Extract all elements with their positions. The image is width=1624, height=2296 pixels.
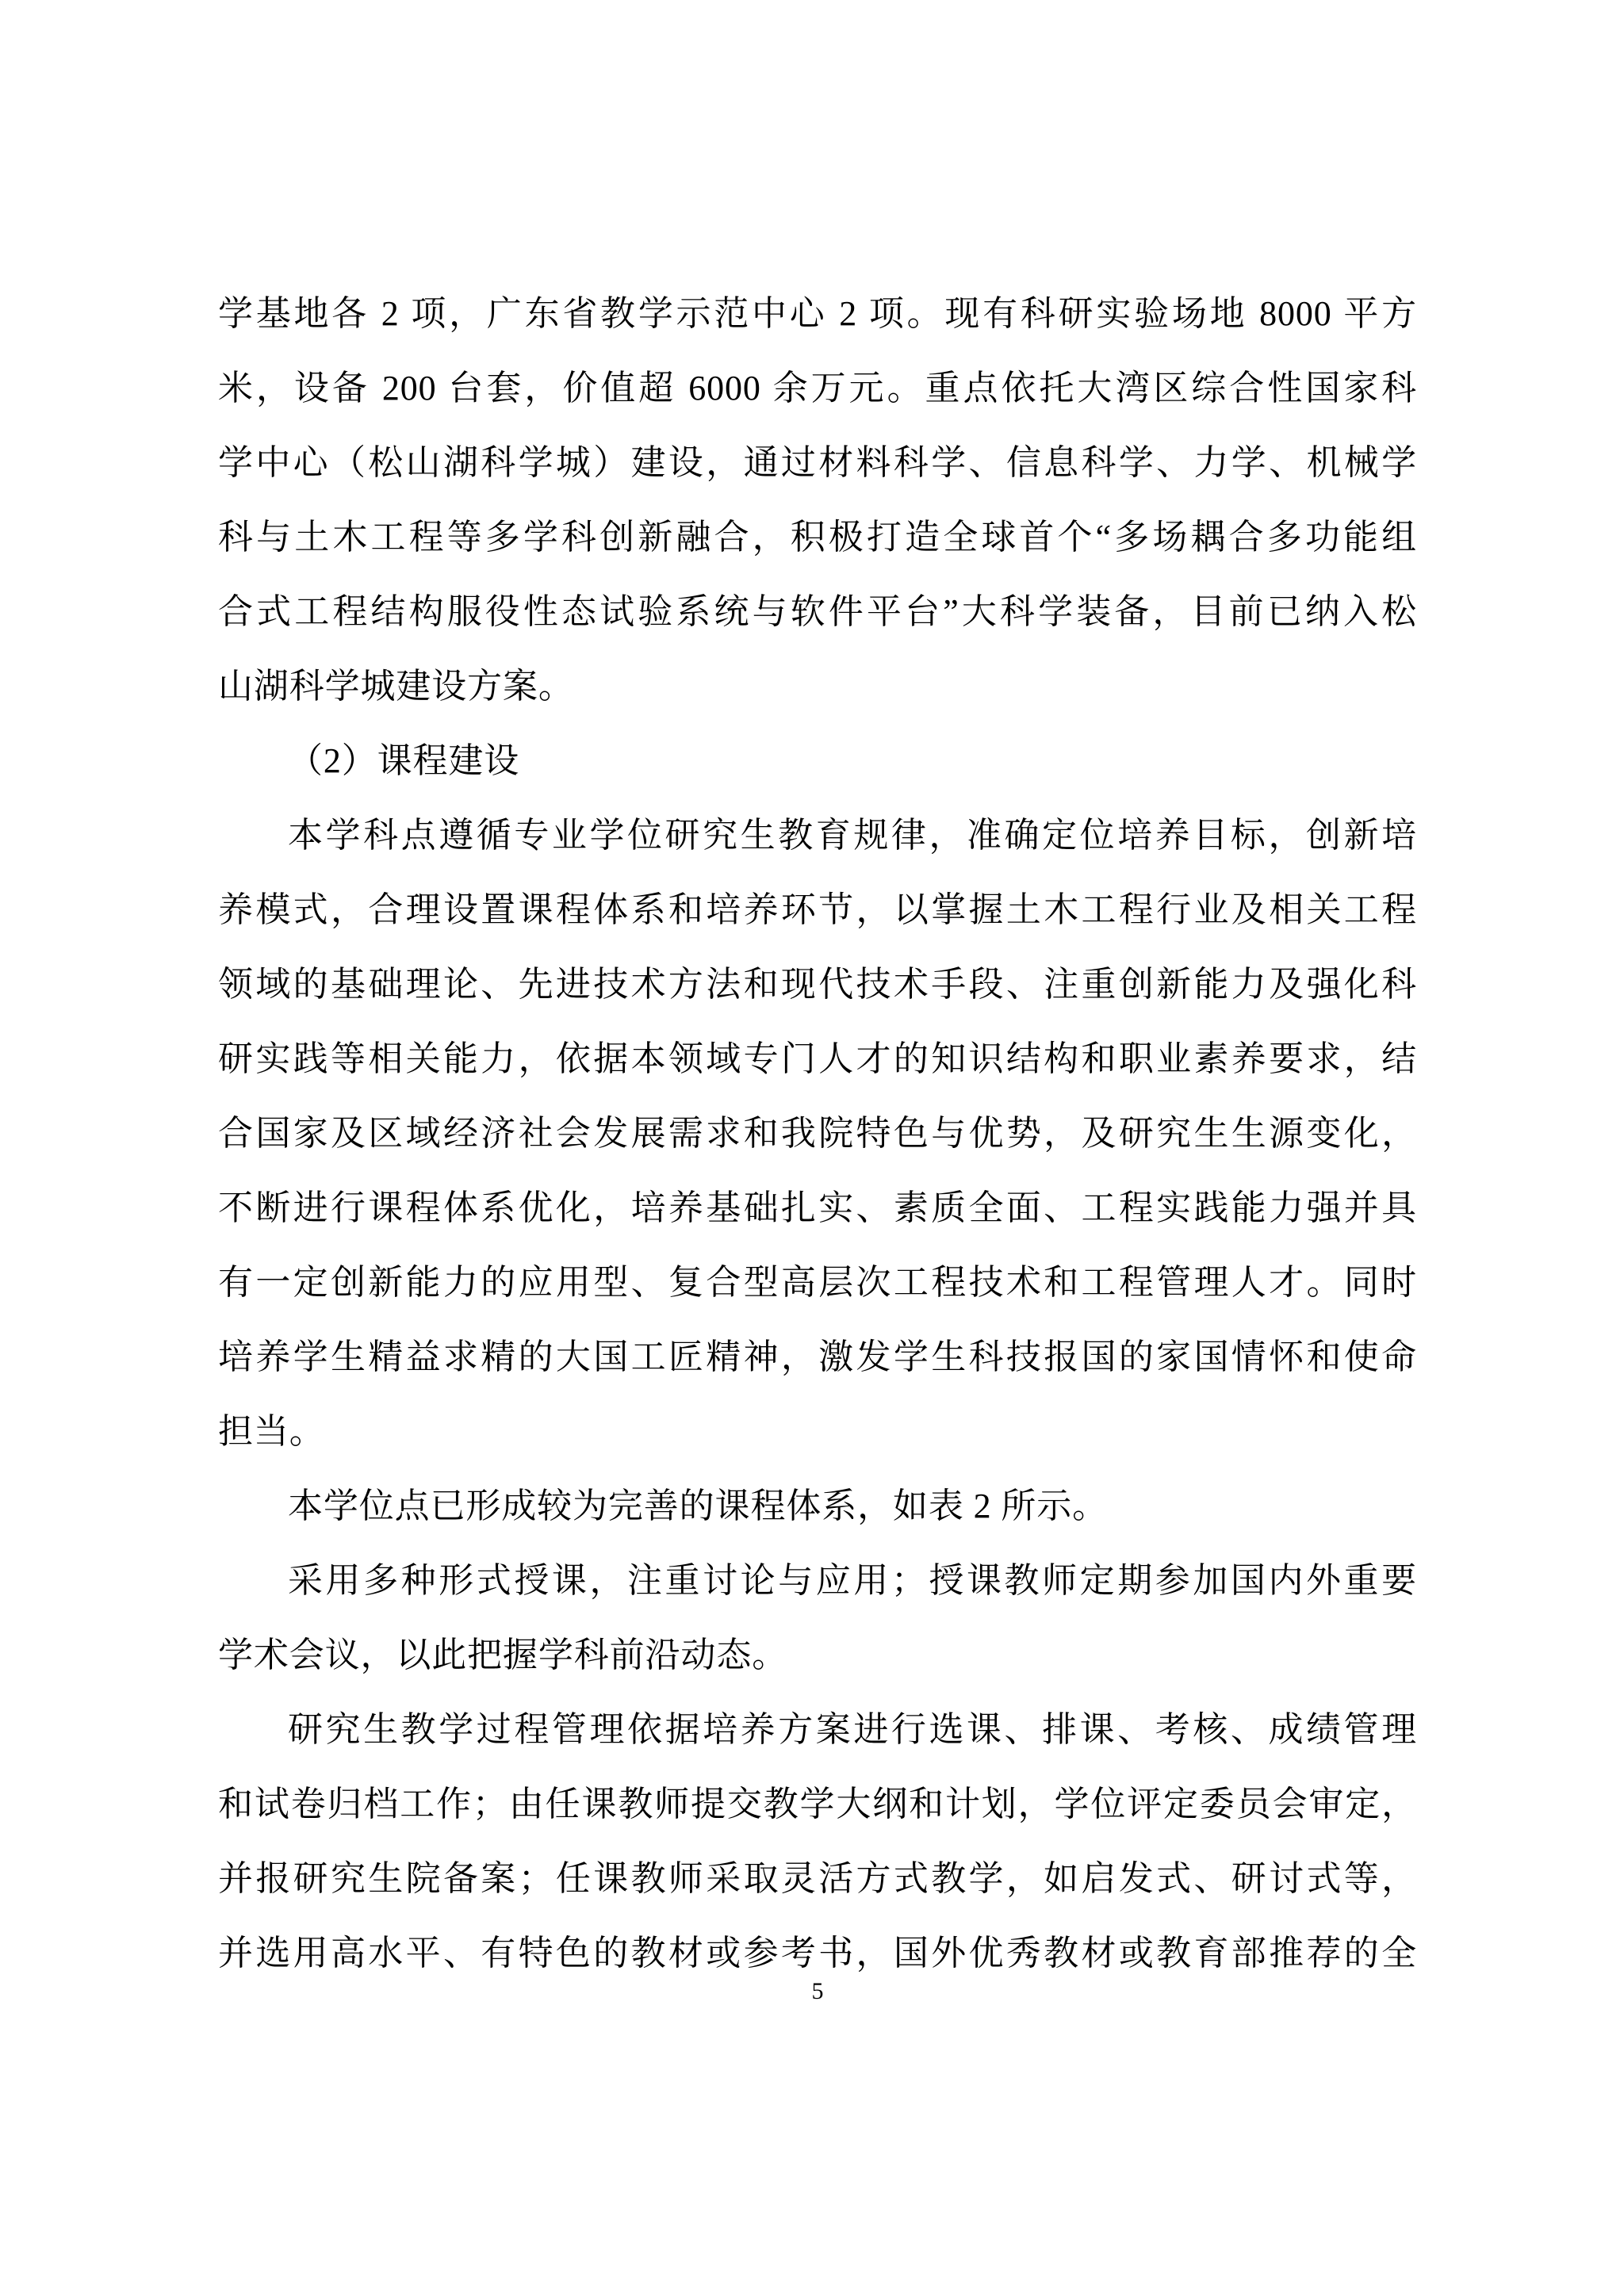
text-line: 合式工程结构服役性态试验系统与软件平台”大科学装备，目前已纳入松 [218, 592, 1417, 631]
text-line: 研究生教学过程管理依据培养方案进行选课、排课、考核、成绩管理 [288, 1710, 1417, 1749]
text-line: 本学位点已形成较为完善的课程体系，如表 2 所示。 [288, 1487, 1108, 1525]
text-line: 学基地各 2 项，广东省教学示范中心 2 项。现有科研实验场地 8000 平方 [218, 294, 1417, 333]
text-line: 和试卷归档工作；由任课教师提交教学大纲和计划，学位评定委员会审定， [218, 1785, 1417, 1823]
text-line: 学术会议，以此把握学科前沿动态。 [218, 1636, 788, 1674]
text-line: 合国家及区域经济社会发展需求和我院特色与优势，及研究生生源变化， [218, 1114, 1417, 1153]
text-line: 山湖科学城建设方案。 [218, 667, 574, 706]
text-line: 并报研究生院备案；任课教师采取灵活方式教学，如启发式、研讨式等， [218, 1859, 1417, 1898]
page-number: 5 [811, 1978, 824, 2004]
text-line: 并选用高水平、有特色的教材或参考书，国外优秀教材或教育部推荐的全 [218, 1934, 1417, 1973]
text-line: 培养学生精益求精的大国工匠精神，激发学生科技报国的家国情怀和使命 [218, 1337, 1417, 1376]
text-line: 养模式，合理设置课程体系和培养环节，以掌握土木工程行业及相关工程 [218, 890, 1417, 929]
text-line: 研实践等相关能力，依据本领域专门人才的知识结构和职业素养要求，结 [218, 1039, 1417, 1078]
text-line: 米，设备 200 台套，价值超 6000 余万元。重点依托大湾区综合性国家科 [218, 369, 1417, 408]
body-text-block [218, 277, 1417, 1991]
text-line: 担当。 [218, 1412, 325, 1451]
text-line: 领域的基础理论、先进技术方法和现代技术手段、注重创新能力及强化科 [218, 965, 1417, 1004]
text-line: 有一定创新能力的应用型、复合型高层次工程技术和工程管理人才。同时 [218, 1263, 1417, 1302]
text-line: 采用多种形式授课，注重讨论与应用；授课教师定期参加国内外重要 [288, 1561, 1417, 1600]
text-line: （2）课程建设 [288, 741, 520, 780]
text-line: 学中心（松山湖科学城）建设，通过材料科学、信息科学、力学、机械学 [218, 443, 1417, 482]
text-line: 本学科点遵循专业学位研究生教育规律，准确定位培养目标，创新培 [288, 816, 1417, 855]
text-line: 科与土木工程等多学科创新融合，积极打造全球首个“多场耦合多功能组 [218, 518, 1417, 557]
text-line: 不断进行课程体系优化，培养基础扎实、素质全面、工程实践能力强并具 [218, 1188, 1417, 1227]
